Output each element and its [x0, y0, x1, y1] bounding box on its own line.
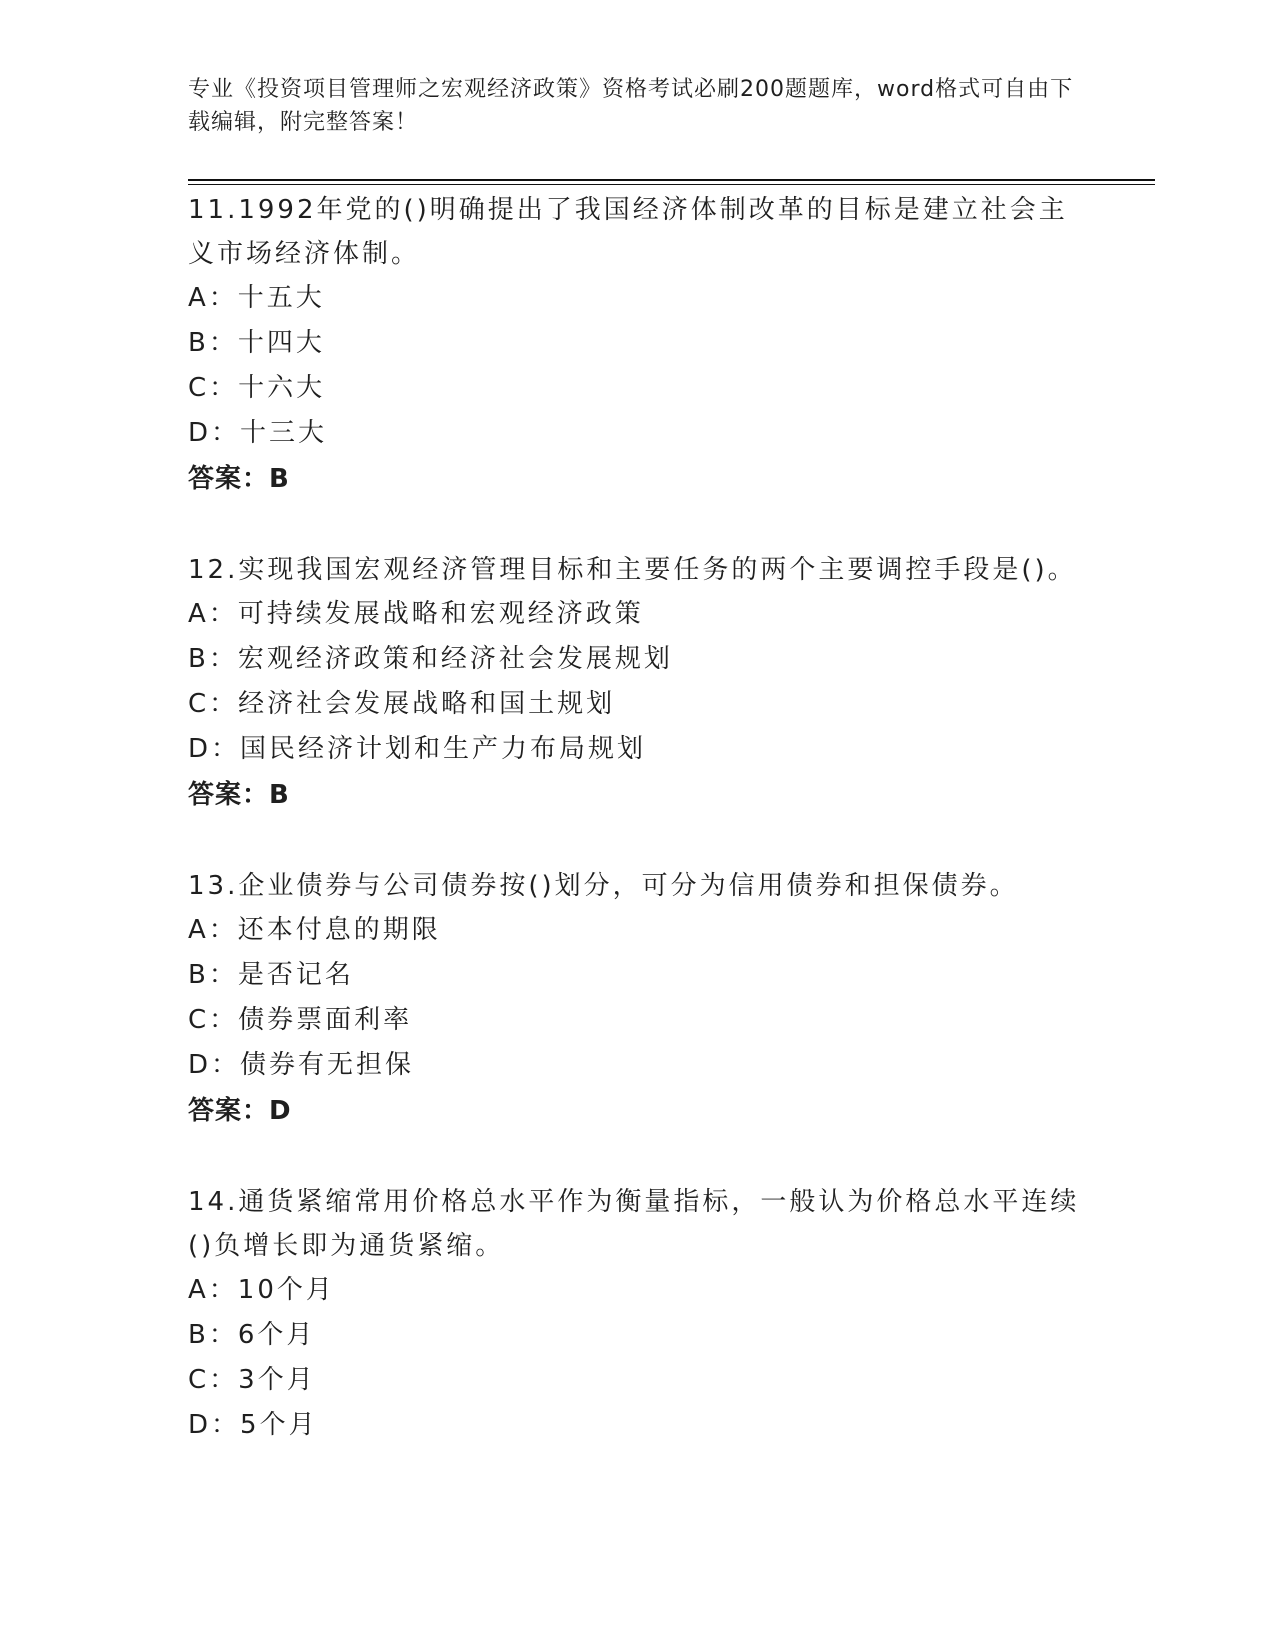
option-d: D：十三大 [188, 418, 328, 448]
answer-line: 答案：D [188, 1096, 292, 1126]
option-b: B：是否记名 [188, 960, 354, 990]
option-a: A：十五大 [188, 283, 325, 313]
option-b: B：十四大 [188, 328, 325, 358]
question-list [188, 188, 1088, 1494]
option-a: A：10个月 [188, 1275, 335, 1305]
option-c: C：经济社会发展战略和国土规划 [188, 689, 616, 719]
question-stem: 12.实现我国宏观经济管理目标和主要任务的两个主要调控手段是()。 [188, 555, 1077, 585]
option-b: B：宏观经济政策和经济社会发展规划 [188, 644, 673, 674]
option-a: A：可持续发展战略和宏观经济政策 [188, 599, 644, 629]
option-a: A：还本付息的期限 [188, 915, 441, 945]
option-d: D：5个月 [188, 1410, 318, 1440]
question-stem: 13.企业债券与公司债券按()划分，可分为信用债券和担保债券。 [188, 871, 1019, 901]
question-13 [188, 864, 1088, 1134]
document-header: 专业《投资项目管理师之宏观经济政策》资格考试必刷200题题库，word格式可自由下载编辑，附完整答案！ [188, 77, 1074, 135]
header-divider-thin [188, 184, 1155, 185]
option-b: B：6个月 [188, 1320, 316, 1350]
header-divider-thick [188, 179, 1155, 181]
question-12 [188, 548, 1088, 818]
option-c: C：3个月 [188, 1365, 316, 1395]
question-stem: 11.1992年党的()明确提出了我国经济体制改革的目标是建立社会主义市场经济体制。 [188, 195, 1068, 269]
answer-line: 答案：B [188, 780, 290, 810]
question-stem: 14.通货紧缩常用价格总水平作为衡量指标，一般认为价格总水平连续()负增长即为通货紧缩。 [188, 1187, 1080, 1261]
question-11 [188, 188, 1088, 502]
option-d: D：债券有无担保 [188, 1050, 415, 1080]
option-c: C：十六大 [188, 373, 326, 403]
answer-line: 答案：B [188, 464, 290, 494]
option-c: C：债券票面利率 [188, 1005, 413, 1035]
option-d: D：国民经济计划和生产力布局规划 [188, 734, 647, 764]
question-14 [188, 1180, 1088, 1448]
